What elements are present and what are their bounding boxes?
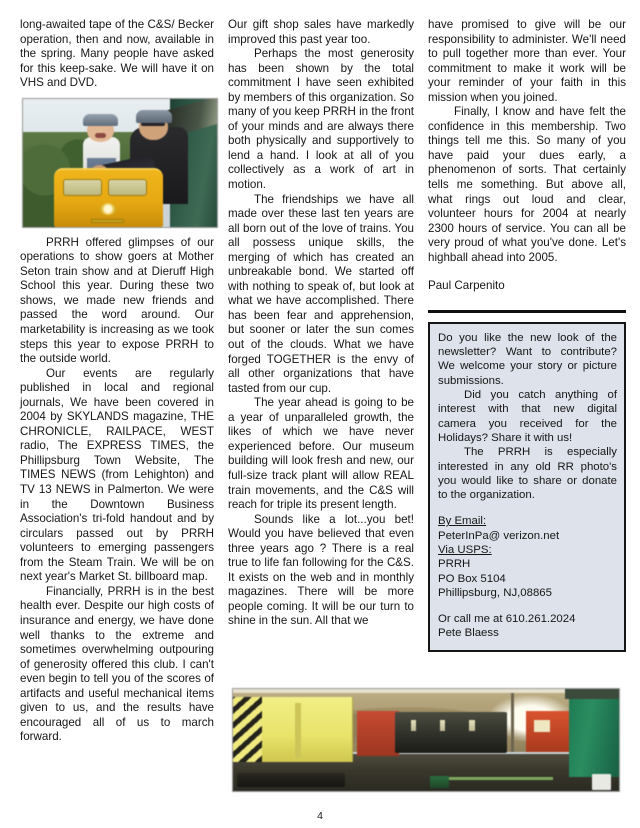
- three-column-layout: [20, 18, 626, 744]
- yard-trash-bin: [430, 776, 449, 788]
- right-column: [428, 18, 626, 666]
- paragraph-generosity: Perhaps the most generosity has been shown by the total commitment I have seen exhibited by members of this organization. So many of you keep PRRH in the front of your minds and are always there both physically and supportively to lend a hand. I look at all of you collectively as a work of art in motion.: [228, 47, 414, 192]
- yard-hazard-stripes: [233, 697, 262, 762]
- photo-loco-headlight: [100, 203, 116, 216]
- yard-boxcar-trucks: [237, 773, 345, 787]
- yard-loco-window-1: [411, 720, 417, 731]
- yard-caboose-window: [534, 720, 549, 732]
- photo-child-mouth: [95, 133, 107, 138]
- callout-spacer: [438, 502, 617, 514]
- callout-paragraph-new-look: Do you like the new look of the newsletter? Want to contribute? We welcome your story or picture submissions.: [438, 331, 617, 387]
- yard-green-building-roof: [565, 689, 619, 699]
- callout-email-label: By Email:: [438, 515, 487, 528]
- callout-address-city-state-zip: Phillipsburg, NJ,08865: [438, 586, 552, 599]
- callout-usps-label: Via USPS:: [438, 544, 492, 556]
- paragraph-prrh-glimpses: PRRH offered glimpses of our operations to show goers at Mother Seton train show and at Dieruff High School this year. During these two shows, we made new friends and passed the word around. Our marketability is increasing as we took steps this year to expose PRRH to the outside world.: [20, 235, 214, 366]
- contribute-callout-box: [428, 322, 626, 652]
- photo-child-engineer-cap: [83, 114, 118, 126]
- page-number: 4: [317, 810, 323, 822]
- photo-adult-engineer-cap: [136, 110, 173, 123]
- paragraph-friendships: The friendships we have all made over these last ten years are all born out of the love of trains. You all possess unique skills, the merging of which has created an unbreakable bond. We started off with nothing to speak of, but look at what we have accomplished. There has been fear and apprehension, but sooner or later the sun comes out of the clouds. What we have forged TOGETHER is the envy of all other organizations that have tasted from our cup.: [228, 192, 414, 395]
- photo-yellow-locomotive: [54, 168, 163, 227]
- yard-loco-window-3: [469, 720, 475, 731]
- section-divider-rule: [428, 310, 626, 313]
- yard-diesel-locomotives: [395, 712, 507, 753]
- yard-white-chair: [592, 774, 611, 790]
- callout-phone-line: Or call me at 610.261.2024: [438, 613, 576, 626]
- yard-boxcar-door: [295, 703, 301, 758]
- photo-engineer-kid-and-adult: [22, 98, 218, 228]
- callout-contact-name: Pete Blaess: [438, 627, 499, 640]
- paragraph-events-coverage: Our events are regularly published in local and regional journals, We have been covered in 2004 by SKYLANDS magazine, THE CHRONICLE, RAILPACE, WEST radio, The EXPRESS TIMES, the Phillipsburg Town Website, The TIMES NEWS (from Lehighton) and TV 13 NEWS in Palmerton. We were in the Downtown Business Association's tri-fold handout and by circulars passed out by PRRH volunteers to emerging passengers from the Steam Train. We will be on next year's Market St. billboard map.: [20, 366, 214, 584]
- callout-email-address[interactable]: PeterInPa@ verizon.net: [438, 529, 560, 542]
- left-column: [20, 18, 214, 744]
- yard-loco-window-2: [440, 720, 446, 731]
- callout-address-organization: PRRH: [438, 558, 471, 571]
- paragraph-gift-shop: Our gift shop sales have markedly improved this past year too.: [228, 18, 414, 46]
- yard-utility-pole: [511, 693, 514, 752]
- paragraph-sounds-like-a-lot: Sounds like a lot...you bet! Would you have believed that even three years ago ? There is a real true to life fan following for the C&S. It exists on the web and in monthly magazines. There will be more people coming. It will be our turn to shine in the sun. All that we: [228, 512, 414, 628]
- author-signature: Paul Carpenito: [428, 279, 505, 293]
- paragraph-continuation: long-awaited tape of the C&S/ Becker operation, then and now, available in the spring. Many people have asked for this keep-sake. We will have it on VHS and DVD.: [20, 18, 214, 90]
- photo-loco-window-right: [108, 179, 147, 196]
- photo-loco-window-left: [63, 179, 102, 196]
- yard-red-freight-car: [357, 711, 399, 756]
- photo-loco-numberplate: [91, 219, 124, 224]
- callout-address-po-box: PO Box 5104: [438, 572, 506, 585]
- paragraph-promised-to-give: have promised to give will be our responsibility to administer. We'll need to pull together more than ever. Your commitment to make it work will be your reminder of your faith in this mission when you joined.: [428, 18, 626, 104]
- paragraph-finally-confidence: Finally, I know and have felt the confidence in this membership. Two things tell me this. So many of you have paid your dues early, a phenomenon of sorts. That certainly tells me something. But above all, what rings out loud and clear, volunteer hours for 2004 at nearly 2300 hours of service. You can all be very proud of what you've done. Let's highball ahead into 2005.: [428, 105, 626, 264]
- callout-paragraph-digital-camera: Did you catch anything of interest with that new digital camera you received for the Holidays? Share it with us!: [438, 389, 617, 444]
- paragraph-financially: Financially, PRRH is in the best health ever. Despite our high costs of insurance and energy, we have done well thanks to the extreme and sometimes overwhelming outpouring of generosity offered this club. I can't even begin to tell you of the scores of artifacts and useful mechanical items given to us, and the results have encouraged all of us to march forward.: [20, 584, 214, 744]
- callout-spacer-2: [438, 600, 617, 612]
- callout-paragraph-old-photos: The PRRH is especially interested in any old RR photo's you would like to share or donate to the organization.: [438, 446, 617, 502]
- photo-rail-yard: [232, 688, 620, 792]
- paragraph-year-ahead: The year ahead is going to be a year of unparalleled growth, the likes of which we have never experienced before. Our museum building will look fresh and new, our full-size track plant will allow REAL train movements, and the C&S will reach for triple its present length.: [228, 396, 414, 512]
- yard-green-building: [569, 689, 619, 777]
- yard-green-bench: [445, 777, 553, 780]
- middle-column: [228, 18, 414, 666]
